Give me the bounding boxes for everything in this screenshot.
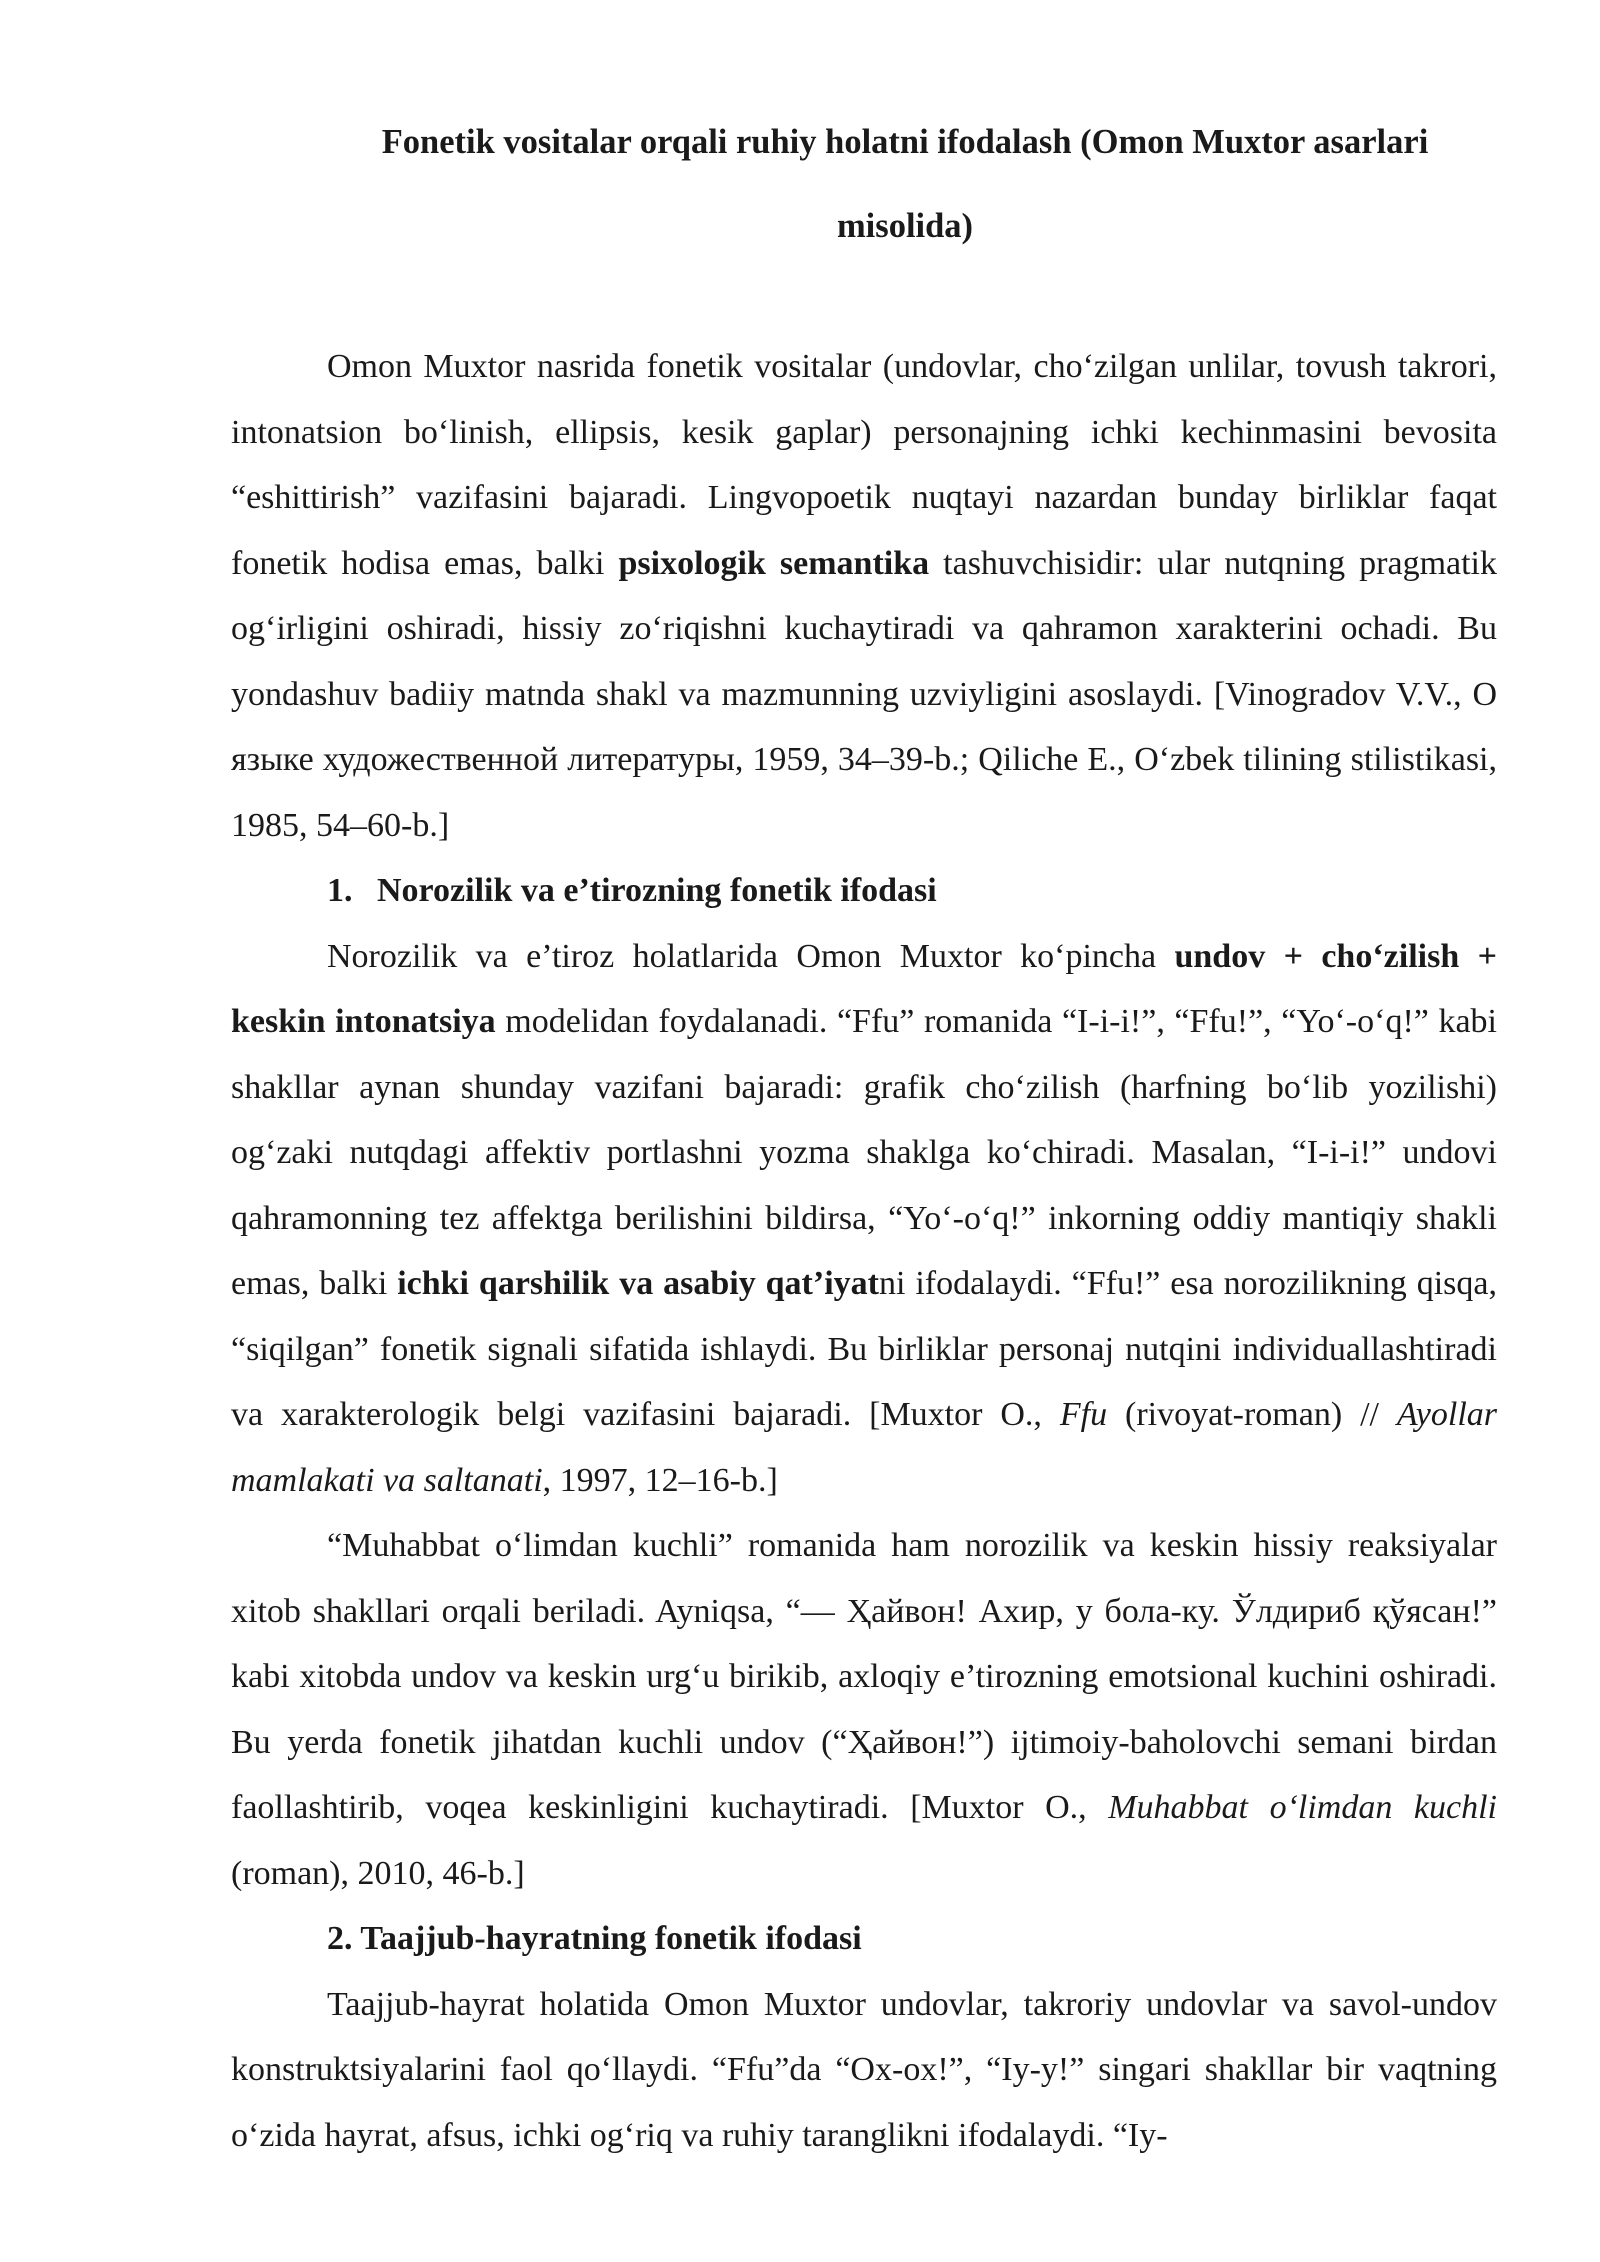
section1-paragraph-1 xyxy=(231,924,1497,1514)
section2-number: 2. xyxy=(327,1920,353,1957)
s1p1-bold-2: ichki qarshilik va asabiy qat’iyat xyxy=(397,1265,879,1302)
section1-paragraph-2 xyxy=(231,1513,1497,1906)
intro-text-2: tashuvchisidir: ular nutqning pragmatik og‘irligini oshiradi, hissiy zo‘riqishni kuchaytiradi va qahramon xarakterini ochadi. Bu yondashuv badiiy matnda shakl va mazmunning uzviyligini asoslaydi. [Vinogradov V.V., О языке художественной литературы, 1959, 34–39-b.; Qiliche E., O‘zbek tilining stilistikasi, 1985, 54–60-b.] xyxy=(231,544,1498,844)
s1p1-text-3: ni ifodalaydi. “Ffu!” esa norozilikning qisqa, “siqilgan” fonetik signali sifatida ishlaydi. Bu birliklar personaj nutqini individuallashtiradi va xarakterologik belgi vazifasini bajaradi. [Muxtor O., xyxy=(231,1265,1497,1433)
document-page xyxy=(231,100,1497,2168)
s1p2-italic-1: Muhabbat o‘limdan kuchli xyxy=(1108,1789,1497,1826)
section1-heading-text: Norozilik va e’tirozning fonetik ifodasi xyxy=(377,872,937,909)
section1-number: 1. xyxy=(327,872,353,909)
s1p2-text-2: (roman), 2010, 46-b.] xyxy=(231,1854,525,1892)
s1p1-text-5: , 1997, 12–16-b.] xyxy=(542,1461,778,1499)
s1p1-italic-2: Ayollar mamlakati va saltanati xyxy=(231,1396,1497,1499)
document-title: Fonetik vositalar orqali ruhiy holatni ifodalash (Omon Muxtor asarlari misolida) xyxy=(381,123,1429,245)
section2-heading-text: Taajjub-hayratning fonetik ifodasi xyxy=(360,1920,862,1957)
s2p1-text-1: Taajjub-hayrat holatida Omon Muxtor undovlar, takroriy undovlar va savol-undov konstruktsiyalarini faol qo‘llaydi. “Ffu”da “Ox-ox!”, “Iy-y!” singari shakllar bir vaqtning o‘zida hayrat, afsus, ichki og‘riq va ruhiy taranglikni ifodalaydi. “Iy- xyxy=(231,1985,1497,2154)
s1p1-italic-1: Ffu xyxy=(1059,1396,1108,1433)
title-spacer xyxy=(231,268,1497,334)
intro-text-1: Omon Muxtor nasrida fonetik vositalar (undovlar, cho‘zilgan unlilar, tovush takrori, intonatsion bo‘linish, ellipsis, kesik gaplar) personajning ichki kechinmasini bevosita “eshittirish” vazifasini bajaradi. Lingvopoetik nuqtayi nazardan bunday birliklar faqat fonetik hodisa emas, balki xyxy=(231,348,1497,582)
intro-bold-term: psixologik semantika xyxy=(618,544,930,582)
s1p1-text-4: (rivoyat-roman) // xyxy=(1107,1396,1397,1433)
section2-paragraph-1 xyxy=(231,1972,1497,2169)
section1-heading xyxy=(231,858,1497,924)
section2-heading xyxy=(231,1906,1497,1972)
intro-paragraph xyxy=(231,334,1497,858)
s1p1-text-2: modelidan foydalanadi. “Ffu” romanida “I-i-i!”, “Ffu!”, “Yo‘-o‘q!” kabi shakllar aynan shunday vazifani bajaradi: grafik cho‘zilish (harfning bo‘lib yozilishi) og‘zaki nutqdagi affektiv portlashni yozma shaklga ko‘chiradi. Masalan, “I-i-i!” undovi qahramonning tez affektga berilishini bildirsa, “Yo‘-o‘q!” inkorning oddiy mantiqiy shakli emas, balki xyxy=(231,1003,1497,1302)
s1p2-text-1: “Muhabbat o‘limdan kuchli” romanida ham norozilik va keskin hissiy reaksiyalar xitob shakllari orqali beriladi. Ayniqsa, “— Ҳайвон! Ахир, у бола-ку. Ўлдириб қўясан!” kabi xitobda undov va keskin urg‘u birikib, axloqiy e’tirozning emotsional kuchini oshiradi. Bu yerda fonetik jihatdan kuchli undov (“Ҳайвон!”) ijtimoiy-baholovchi semani birdan faollashtirib, voqea keskinligini kuchaytiradi. [Muxtor O., xyxy=(231,1527,1497,1826)
s1p1-text-1: Norozilik va e’tiroz holatlarida Omon Muxtor ko‘pincha xyxy=(327,937,1175,975)
s1p1-bold-1: undov + cho‘zilish + keskin intonatsiya xyxy=(231,937,1497,1040)
